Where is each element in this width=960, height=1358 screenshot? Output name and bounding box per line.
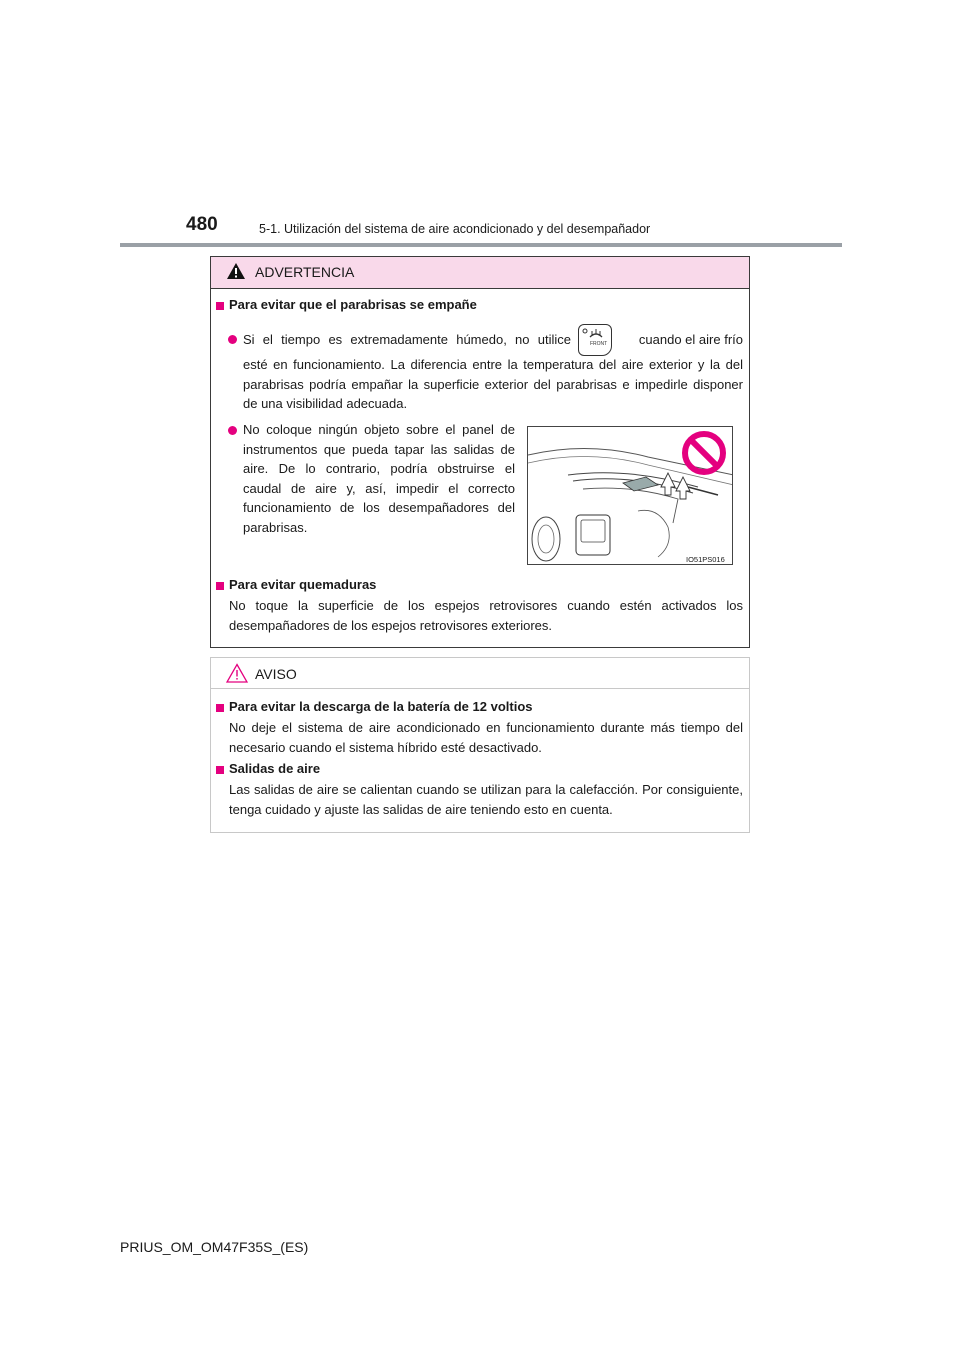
page-number: 480: [186, 214, 218, 235]
section-bullet-icon: [216, 582, 224, 590]
header-divider: [120, 243, 842, 247]
list-bullet-icon: [228, 335, 237, 344]
notice-title: AVISO: [255, 666, 297, 682]
section-title: 5-1. Utilización del sistema de aire acondicionado y del desempañador: [259, 222, 651, 236]
warning-bullet1-after: cuando el aire frío: [638, 332, 743, 347]
list-bullet-icon: [228, 426, 237, 435]
warning-section1-title: Para evitar que el parabrisas se empañe: [229, 297, 477, 312]
warning-header: [211, 257, 749, 289]
warning-triangle-icon: [226, 262, 246, 280]
svg-text:FRONT: FRONT: [590, 341, 608, 347]
warning-bullet1-rest: esté en funcionamiento. La diferencia entre la temperatura del aire exterior y la del parabrisas podría empañar la superficie exterior del parabrisas e impedirle disponer de una visibilidad adecuada.: [243, 357, 743, 411]
document-code: PRIUS_OM_OM47F35S_(ES): [120, 1239, 309, 1255]
notice-section2-text: Las salidas de aire se calientan cuando se utilizan para la calefacción. Por consiguiente, tenga cuidado y ajuste las salidas de aire teniendo esto en cuenta.: [229, 782, 743, 817]
front-defroster-button-icon: [578, 324, 612, 356]
section-bullet-icon: [216, 704, 224, 712]
section-bullet-icon: [216, 302, 224, 310]
section-bullet-icon: [216, 766, 224, 774]
warning-section2-text: No toque la superficie de los espejos retrovisores cuando estén activados los desempañadores de los espejos retrovisores exteriores.: [229, 598, 743, 633]
caution-triangle-icon: [226, 663, 248, 683]
notice-section2-title: Salidas de aire: [229, 761, 321, 776]
notice-section1-text: No deje el sistema de aire acondicionado en funcionamiento durante más tiempo del necesario cuando el sistema híbrido esté desactivado.: [229, 720, 743, 755]
warning-section2-title: Para evitar quemaduras: [229, 577, 377, 592]
warning-bullet1-before: Si el tiempo es extremadamente húmedo, no utilice: [243, 332, 571, 347]
notice-section1-title: Para evitar la descarga de la batería de 12 voltios: [229, 699, 533, 714]
dashboard-illustration: [527, 426, 733, 565]
warning-bullet2: No coloque ningún objeto sobre el panel de instrumentos que pueda tapar las salidas de aire. De lo contrario, podría obstruirse el caudal de aire y, así, impedir el correcto funcionamiento de los desempañadores del parabrisas.: [243, 422, 515, 535]
notice-header: [211, 658, 749, 689]
figure-code: IO51PS016: [686, 555, 725, 564]
warning-title: ADVERTENCIA: [255, 264, 355, 280]
